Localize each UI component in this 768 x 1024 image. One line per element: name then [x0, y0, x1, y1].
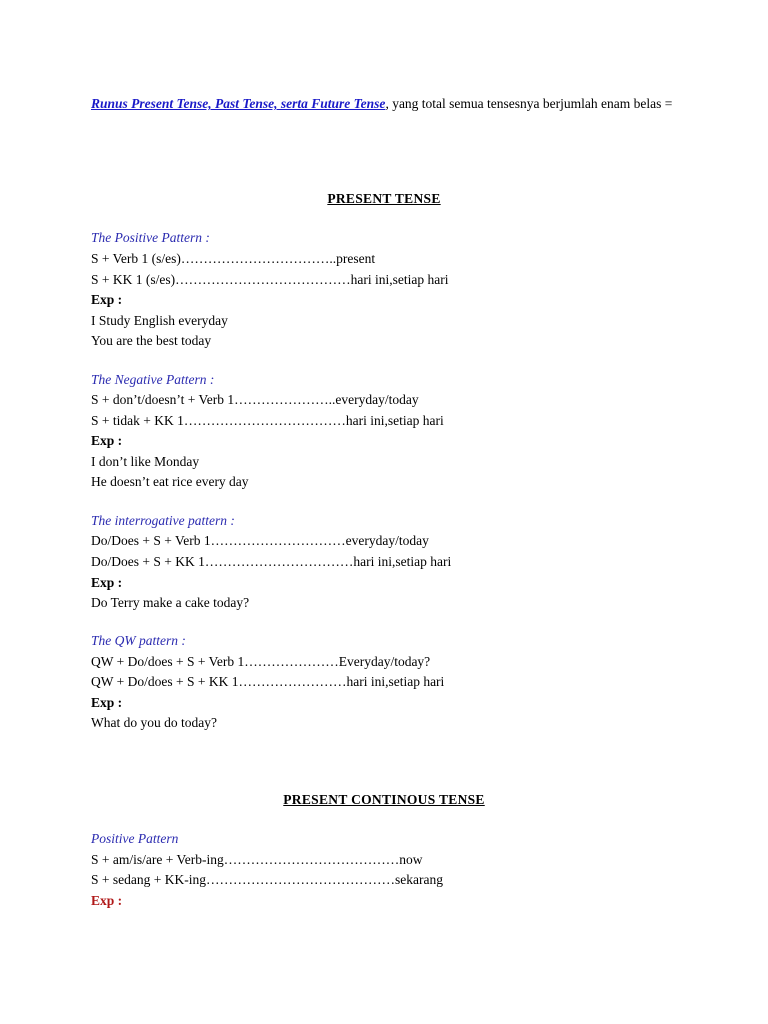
- positive-exp-label: Exp :: [91, 292, 123, 307]
- interrogative-rule-2: Do/Does + S + KK 1……………………………hari ini,setiap hari: [91, 554, 452, 569]
- intro-paragraph: [91, 94, 679, 114]
- negative-rule-1: S + don’t/doesn’t + Verb 1…………………..everyday/today: [91, 392, 419, 407]
- tense-formula-link[interactable]: Runus Present Tense, Past Tense, serta Future Tense: [91, 96, 386, 111]
- present-continous-heading: PRESENT CONTINOUS TENSE: [283, 792, 485, 807]
- negative-exp-label: Exp :: [91, 433, 123, 448]
- interrogative-example-1: Do Terry make a cake today?: [91, 595, 250, 610]
- continous-positive-label: Positive Pattern: [91, 831, 179, 846]
- qw-example-1: What do you do today?: [91, 715, 217, 730]
- intro-text: , yang total semua tensesnya berjumlah enam belas =: [385, 96, 673, 111]
- positive-example-1: I Study English everyday: [91, 313, 228, 328]
- qw-rule-2: QW + Do/does + S + KK 1……………………hari ini,setiap hari: [91, 674, 445, 689]
- interrogative-rule-1: Do/Does + S + Verb 1…………………………everyday/today: [91, 533, 429, 548]
- positive-example-2: You are the best today: [91, 333, 212, 348]
- interrogative-pattern-label: The interrogative pattern :: [91, 513, 235, 528]
- qw-rule-1: QW + Do/does + S + Verb 1…………………Everyday/today?: [91, 654, 431, 669]
- interrogative-exp-label: Exp :: [91, 575, 123, 590]
- continous-exp-label: Exp :: [91, 893, 123, 908]
- positive-pattern-label: The Positive Pattern :: [91, 230, 210, 245]
- positive-rule-2: S + KK 1 (s/es)…………………………………hari ini,setiap hari: [91, 272, 449, 287]
- present-tense-heading: PRESENT TENSE: [327, 191, 441, 206]
- negative-rule-2: S + tidak + KK 1………………………………hari ini,setiap hari: [91, 413, 444, 428]
- negative-example-1: I don’t like Monday: [91, 454, 200, 469]
- negative-pattern-label: The Negative Pattern :: [91, 372, 215, 387]
- continous-rule-1: S + am/is/are + Verb-ing…………………………………now: [91, 852, 423, 867]
- qw-pattern-label: The QW pattern :: [91, 633, 186, 648]
- negative-example-2: He doesn’t eat rice every day: [91, 474, 249, 489]
- qw-exp-label: Exp :: [91, 695, 123, 710]
- positive-rule-1: S + Verb 1 (s/es)……………………………..present: [91, 251, 376, 266]
- continous-rule-2: S + sedang + KK-ing……………………………………sekarang: [91, 872, 443, 887]
